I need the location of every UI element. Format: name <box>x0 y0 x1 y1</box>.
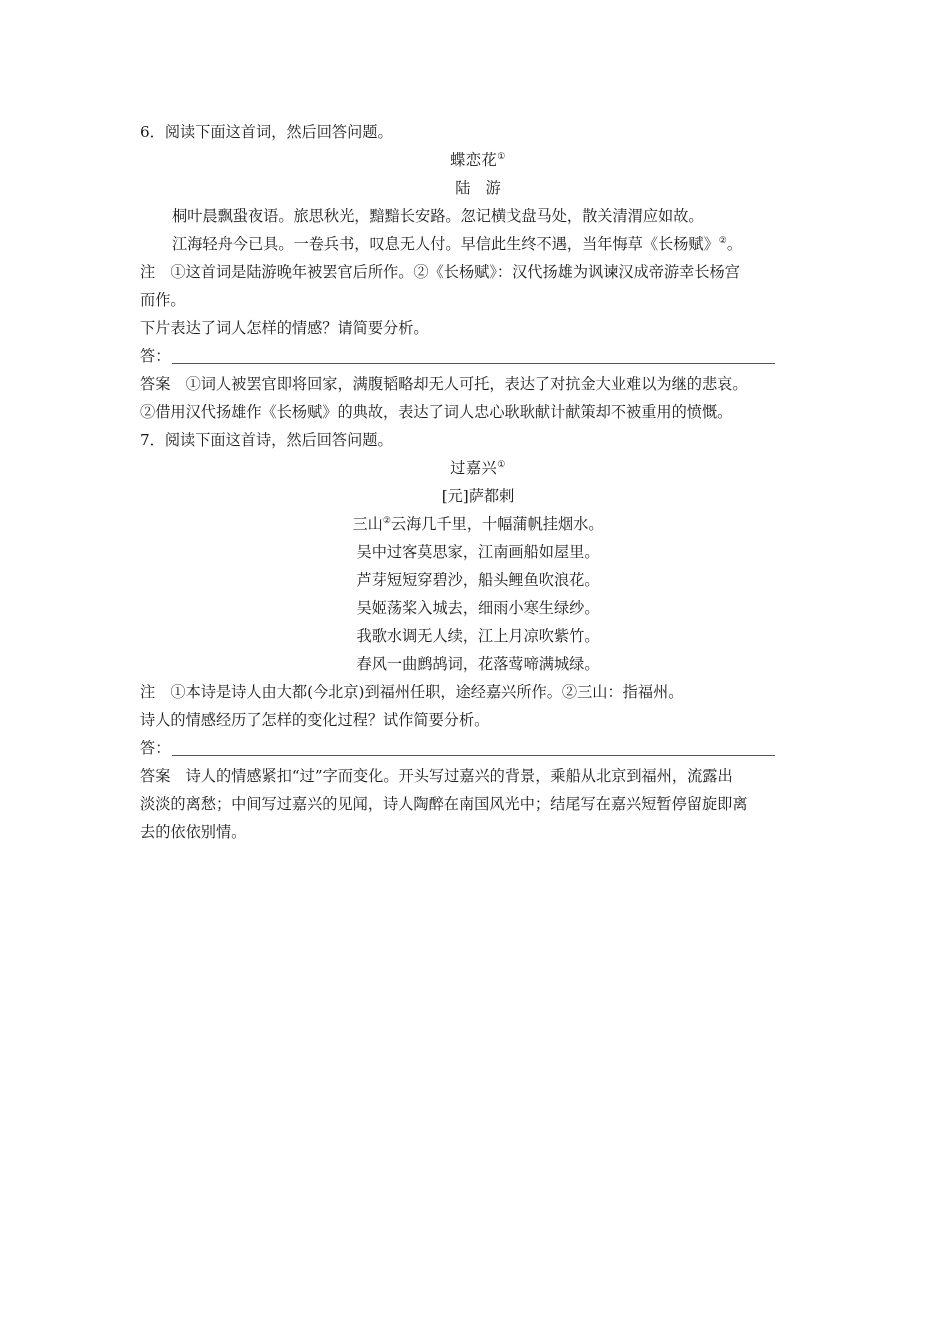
q6-answer-line-2: ②借用汉代扬雄作《长杨赋》的典故，表达了词人忠心耿耿献计献策却不被重用的愤慨。 <box>140 403 733 421</box>
q6-answer-blank-row <box>140 342 816 370</box>
q6-author: 陆 游 <box>455 179 501 197</box>
q7-answer-prefix: 答： <box>140 739 171 757</box>
q7-verse-1-b: 云海几千里，十幅蒲帆挂烟水。 <box>390 515 604 533</box>
q6-answer-prefix: 答： <box>140 347 171 365</box>
q7-poem-title-text: 过嘉兴 <box>450 459 498 477</box>
q7-poem-title <box>140 454 816 482</box>
q6-answer-blank[interactable] <box>172 349 775 364</box>
q7-question: 诗人的情感经历了怎样的变化过程？试作简要分析。 <box>140 711 490 729</box>
q6-poem-title-note: ① <box>497 151 506 162</box>
q6-note-line-1: 注 ①这首词是陆游晚年被罢官后所作。②《长杨赋》：汉代扬雄为讽谏汉成帝游幸长杨宫 <box>140 263 740 281</box>
q7-author: [元]萨都剌 <box>441 487 515 505</box>
q6-stanza-1: 桐叶晨飘蛩夜语。旅思秋光，黯黯长安路。忽记横戈盘马处，散关清渭应如故。 <box>172 207 704 225</box>
q7-answer-blank[interactable] <box>172 741 775 756</box>
q6-answer-line-1: 答案 ①词人被罢官即将回家，满腹韬略却无人可托，表达了对抗金大业难以为继的悲哀。 <box>140 375 748 393</box>
q7-verse-5: 我歌水调无人续，江上月凉吹紫竹。 <box>356 627 600 645</box>
q7-note-line: 注 ①本诗是诗人由大都(今北京)到福州任职，途经嘉兴所作。②三山：指福州。 <box>140 683 684 701</box>
q7-prompt: 7．阅读下面这首诗，然后回答问题。 <box>140 431 393 449</box>
q6-poem-title <box>140 146 816 174</box>
q7-answer-line-1: 答案 诗人的情感紧扣“过”字而变化。开头写过嘉兴的背景，乘船从北京到福州，流露出 <box>140 767 733 785</box>
q7-answer-line-2: 淡淡的离愁；中间写过嘉兴的见闻，诗人陶醉在南国风光中；结尾写在嘉兴短暂停留旋即离 <box>140 795 748 813</box>
q7-verse-2: 吴中过客莫思家，江南画船如屋里。 <box>356 543 600 561</box>
q6-prompt: 6．阅读下面这首词，然后回答问题。 <box>140 123 393 141</box>
q7-verse-6: 春风一曲鹧鸪词，花落莺啼满城绿。 <box>356 655 600 673</box>
q7-answer-line-3: 去的依依别情。 <box>140 823 247 841</box>
q7-verse-1-a: 三山 <box>352 515 383 533</box>
q6-note-line-2: 而作。 <box>140 291 186 309</box>
q6-poem-title-text: 蝶恋花 <box>450 151 498 169</box>
q6-stanza-2-end: 。 <box>726 235 743 253</box>
q7-verse-1 <box>140 510 816 538</box>
q7-answer-blank-row <box>140 734 816 762</box>
q7-poem-title-note: ① <box>497 459 506 470</box>
q6-stanza-2-note: ② <box>718 235 727 246</box>
q6-stanza-2-text: 江海轻舟今已具。一卷兵书，叹息无人付。早信此生终不遇，当年悔草《长杨赋》 <box>172 235 719 253</box>
q6-question: 下片表达了词人怎样的情感？请简要分析。 <box>140 319 429 337</box>
q7-verse-1-note: ② <box>382 515 391 526</box>
q7-verse-4: 吴姬荡桨入城去，细雨小寒生绿纱。 <box>356 599 600 617</box>
q7-verse-3: 芦芽短短穿碧沙，船头鲤鱼吹浪花。 <box>356 571 600 589</box>
q6-stanza-2 <box>140 230 816 258</box>
document-page <box>140 118 816 846</box>
